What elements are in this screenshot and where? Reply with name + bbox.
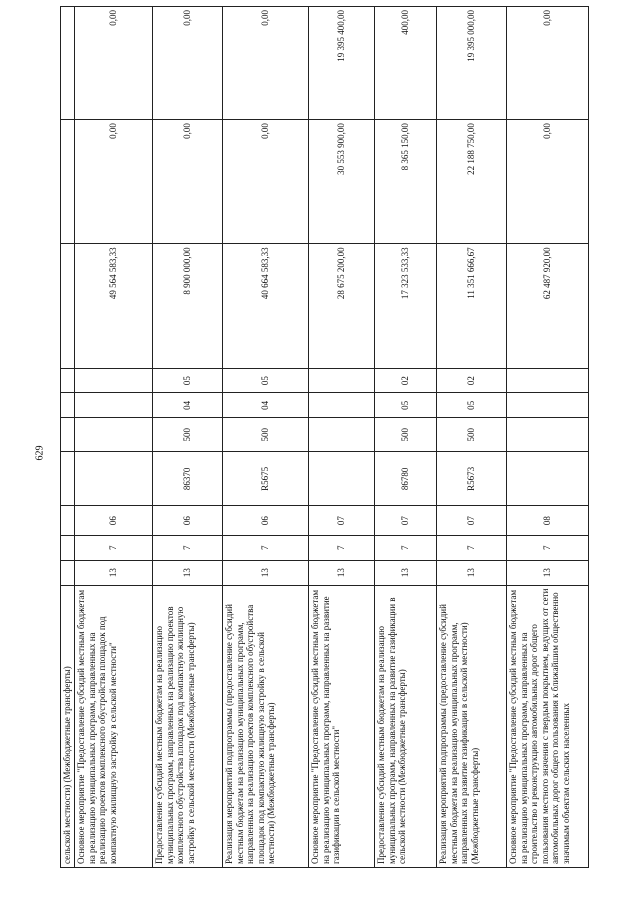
budget-table xyxy=(60,6,589,868)
cell-ministry xyxy=(61,560,75,585)
cell-sum2020: 0,00 xyxy=(75,120,153,244)
cell-type: 500 xyxy=(223,418,309,452)
cell-name: Предоставление субсидий местным бюджетам на реализацию муниципальных программ, направленных на реализацию проектов комплексного обустройства площадок под компактную жилищную застройку в сельской местности (Межбюджетные трансферты) xyxy=(153,585,223,867)
cell-type xyxy=(75,418,153,452)
cell-section: 7 xyxy=(507,535,589,560)
cell-target xyxy=(75,452,153,506)
cell-name: Основное мероприятие "Предоставление субсидий местным бюджетам на реализацию муниципальных программ, направленных на реализацию проектов комплексного обустройства площадок под компактную жилищную застройку в сельской местности" xyxy=(75,585,153,867)
cell-sum2021: 19 395 000,00 xyxy=(437,7,507,120)
table-row xyxy=(61,7,75,868)
cell-ministry: 13 xyxy=(375,560,437,585)
cell-x2 xyxy=(507,368,589,393)
cell-ministry: 13 xyxy=(153,560,223,585)
cell-x2: 05 xyxy=(223,368,309,393)
cell-sum2019: 17 323 533,33 xyxy=(375,244,437,368)
cell-section: 7 xyxy=(223,535,309,560)
cell-type xyxy=(309,418,375,452)
cell-type: 500 xyxy=(437,418,507,452)
cell-ministry: 13 xyxy=(309,560,375,585)
table-row xyxy=(507,7,589,868)
cell-x2: 02 xyxy=(437,368,507,393)
cell-sum2020 xyxy=(61,120,75,244)
cell-ministry: 13 xyxy=(75,560,153,585)
cell-sum2020: 22 188 750,00 xyxy=(437,120,507,244)
cell-target: 86780 xyxy=(375,452,437,506)
cell-sum2021: 0,00 xyxy=(507,7,589,120)
table-row xyxy=(223,7,309,868)
cell-name: сельской местности) (Межбюджетные трансферты) xyxy=(61,585,75,867)
cell-x1: 04 xyxy=(153,393,223,418)
cell-target xyxy=(309,452,375,506)
cell-subsection: 07 xyxy=(309,506,375,535)
cell-type: 500 xyxy=(153,418,223,452)
cell-x1 xyxy=(309,393,375,418)
table-row xyxy=(309,7,375,868)
cell-x2 xyxy=(61,368,75,393)
cell-ministry: 13 xyxy=(507,560,589,585)
page-number: 629 xyxy=(34,445,46,461)
cell-target xyxy=(61,452,75,506)
cell-sum2021: 400,00 xyxy=(375,7,437,120)
cell-sum2019: 28 675 200,00 xyxy=(309,244,375,368)
cell-type xyxy=(507,418,589,452)
cell-sum2019: 49 564 583,33 xyxy=(75,244,153,368)
cell-x1 xyxy=(507,393,589,418)
cell-sum2021 xyxy=(61,7,75,120)
cell-x1: 04 xyxy=(223,393,309,418)
cell-x1 xyxy=(61,393,75,418)
cell-subsection: 06 xyxy=(223,506,309,535)
cell-sum2020: 0,00 xyxy=(223,120,309,244)
cell-sum2020: 8 365 150,00 xyxy=(375,120,437,244)
cell-sum2021: 19 395 400,00 xyxy=(309,7,375,120)
cell-sum2021: 0,00 xyxy=(223,7,309,120)
cell-name: Основное мероприятие "Предоставление субсидий местным бюджетам на реализацию муниципальных программ, направленных на развитие газификации в сельской местности" xyxy=(309,585,375,867)
cell-sum2019: 8 900 000,00 xyxy=(153,244,223,368)
cell-sum2020: 0,00 xyxy=(153,120,223,244)
cell-subsection: 06 xyxy=(153,506,223,535)
cell-type: 500 xyxy=(375,418,437,452)
cell-x2: 02 xyxy=(375,368,437,393)
cell-sum2021: 0,00 xyxy=(75,7,153,120)
cell-subsection: 07 xyxy=(437,506,507,535)
cell-section xyxy=(61,535,75,560)
cell-subsection: 07 xyxy=(375,506,437,535)
cell-x2: 05 xyxy=(153,368,223,393)
cell-target: 86370 xyxy=(153,452,223,506)
page-body xyxy=(60,0,612,905)
table-row xyxy=(75,7,153,868)
cell-subsection: 08 xyxy=(507,506,589,535)
table-row xyxy=(437,7,507,868)
cell-name: Реализация мероприятий подпрограммы (предоставление субсидий местным бюджетам на реализацию муниципальных программ, направленных на развитие газификации в сельской местности) (Межбюджетные трансферты) xyxy=(437,585,507,867)
cell-sum2019: 40 664 583,33 xyxy=(223,244,309,368)
cell-target: R5675 xyxy=(223,452,309,506)
table-row xyxy=(153,7,223,868)
cell-type xyxy=(61,418,75,452)
cell-x1: 05 xyxy=(375,393,437,418)
cell-sum2019: 11 351 666,67 xyxy=(437,244,507,368)
cell-sum2019 xyxy=(61,244,75,368)
cell-ministry: 13 xyxy=(223,560,309,585)
table-row xyxy=(375,7,437,868)
cell-sum2019: 62 487 920,00 xyxy=(507,244,589,368)
cell-name: Основное мероприятие "Предоставление субсидий местным бюджетам на реализацию муниципальных программ, направленных на строительство и реконструкцию автомобильных дорог общего пользования местного значения с твердым покрытием, ведущих от сети автомобильных дорог общего пользования к ближайшим общественно значимым объектам сельских населенных xyxy=(507,585,589,867)
cell-section: 7 xyxy=(437,535,507,560)
cell-x1 xyxy=(75,393,153,418)
cell-section: 7 xyxy=(153,535,223,560)
cell-x1: 05 xyxy=(437,393,507,418)
cell-subsection xyxy=(61,506,75,535)
cell-sum2020: 30 553 900,00 xyxy=(309,120,375,244)
cell-name: Реализация мероприятий подпрограммы (предоставление субсидий местным бюджетам на реализацию муниципальных программ, направленных на реализацию проектов комплексного обустройства площадок под компактную жилищную застройку в сельской местности) (Межбюджетные трансферты) xyxy=(223,585,309,867)
cell-name: Предоставление субсидий местным бюджетам на реализацию муниципальных программ, направленных на развитие газификации в сельской местности (Межбюджетные трансферты) xyxy=(375,585,437,867)
cell-sum2021: 0,00 xyxy=(153,7,223,120)
cell-sum2020: 0,00 xyxy=(507,120,589,244)
cell-section: 7 xyxy=(309,535,375,560)
cell-target: R5673 xyxy=(437,452,507,506)
cell-target xyxy=(507,452,589,506)
cell-section: 7 xyxy=(75,535,153,560)
cell-ministry: 13 xyxy=(437,560,507,585)
cell-x2 xyxy=(309,368,375,393)
cell-section: 7 xyxy=(375,535,437,560)
cell-subsection: 06 xyxy=(75,506,153,535)
cell-x2 xyxy=(75,368,153,393)
rotated-table-wrapper xyxy=(60,3,612,898)
